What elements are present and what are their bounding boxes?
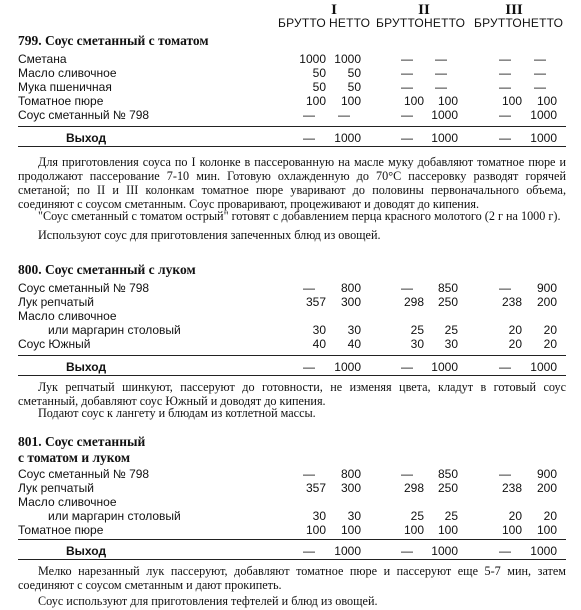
recipe-paragraph: Для приготовления соуса по I колонке в пассерованную на масле муку добавляют томатное пюре и продолжают пассерование 7-10 мин. Готовую охлажденную до 70°С пассеровку разводят горячей сметаной; по II и III колонкам томатное пюре уваривают до половины первоначального объема, соединяют с соусом сметанным. Соус проваривают, процеживают и доводят до кипения. xyxy=(18,155,566,211)
output-amount: 1000 xyxy=(431,131,458,145)
ingredient-amount: — xyxy=(499,108,511,122)
output-amount: 1000 xyxy=(334,131,361,145)
ingredient-row xyxy=(0,108,581,121)
ingredient-amount: — xyxy=(401,52,413,66)
ingredient-amount: 100 xyxy=(501,523,522,537)
output-label: Выход xyxy=(66,544,107,558)
ingredient-amount: 50 xyxy=(347,66,361,80)
ingredient-amount: — xyxy=(338,108,350,122)
ingredient-row xyxy=(0,481,581,494)
ingredient-amount: 20 xyxy=(508,323,522,337)
recipe-title-line: 800. Соус сметанный с луком xyxy=(18,262,196,277)
ingredient-amount: 850 xyxy=(437,467,458,481)
output-amount: 1000 xyxy=(530,131,557,145)
ingredient-amount: — xyxy=(499,281,511,295)
recipe-paragraph: Лук репчатый шинкуют, пассеруют до готовности, не изменяя цвета, кладут в готовый соус сметанный, добавляют соус Южный и доводят до кипения. xyxy=(18,380,566,408)
output-amount: — xyxy=(499,544,511,558)
ingredient-amount: 20 xyxy=(508,509,522,523)
ingredient-row xyxy=(0,323,581,336)
ingredient-amount: 1000 xyxy=(431,108,458,122)
output-amount: 1000 xyxy=(431,544,458,558)
output-amount: — xyxy=(303,360,315,374)
netto-header: НЕТТО xyxy=(329,16,371,30)
ingredient-name: Лук репчатый xyxy=(18,295,94,309)
output-amount: 1000 xyxy=(530,544,557,558)
output-amount: — xyxy=(401,544,413,558)
ingredient-name: Сметана xyxy=(18,52,67,66)
ingredient-amount: 1000 xyxy=(530,108,557,122)
ingredient-amount: 25 xyxy=(444,509,458,523)
ingredient-amount: 250 xyxy=(437,481,458,495)
recipe-paragraph: Мелко нарезанный лук пассеруют, добавляют томатное пюре и пассеруют еще 5-7 мин, затем соединяют с соусом сметанным и дают прокипеть. xyxy=(18,564,566,592)
ingredient-amount: — xyxy=(534,80,546,94)
ingredient-row xyxy=(0,281,581,294)
ingredient-amount: 850 xyxy=(437,281,458,295)
ingredient-amount: 40 xyxy=(347,337,361,351)
ingredient-amount: — xyxy=(435,80,447,94)
ingredient-row xyxy=(0,337,581,350)
output-amount: — xyxy=(499,360,511,374)
ingredient-amount: 100 xyxy=(403,94,424,108)
recipe-title-line: с томатом и луком xyxy=(18,450,131,465)
ingredient-amount: — xyxy=(303,467,315,481)
brutto-header: БРУТТО xyxy=(376,16,424,30)
ingredient-amount: 40 xyxy=(312,337,326,351)
ingredient-amount: 357 xyxy=(305,481,326,495)
ingredient-name: Соус сметанный № 798 xyxy=(18,108,150,122)
netto-header: НЕТТО xyxy=(522,16,564,30)
ingredient-amount: 100 xyxy=(403,523,424,537)
ingredient-amount: 100 xyxy=(340,94,361,108)
ingredient-amount: 20 xyxy=(508,337,522,351)
output-amount: — xyxy=(303,131,315,145)
ingredient-amount: — xyxy=(401,108,413,122)
ingredient-amount: 298 xyxy=(403,481,424,495)
ingredient-row xyxy=(0,295,581,308)
ingredient-row xyxy=(0,495,581,508)
recipe-paragraph: Соус используют для приготовления тефтелей и блюд из овощей. xyxy=(38,594,378,608)
ingredient-amount: — xyxy=(499,467,511,481)
output-row xyxy=(0,360,581,374)
ingredient-amount: 100 xyxy=(501,94,522,108)
recipe-title-line: 799. Соус сметанный с томатом xyxy=(18,33,209,48)
divider-line xyxy=(18,146,566,147)
ingredient-amount: — xyxy=(534,52,546,66)
ingredient-amount: 100 xyxy=(305,94,326,108)
column-number-3: III xyxy=(505,2,523,18)
ingredient-amount: 300 xyxy=(340,295,361,309)
output-label: Выход xyxy=(66,360,107,374)
ingredient-name: Масло сливочное xyxy=(18,495,117,509)
ingredient-amount: — xyxy=(499,80,511,94)
ingredient-amount: 50 xyxy=(312,66,326,80)
output-amount: — xyxy=(499,131,511,145)
ingredient-amount: 20 xyxy=(543,337,557,351)
ingredient-amount: 100 xyxy=(340,523,361,537)
ingredient-amount: — xyxy=(401,80,413,94)
recipe-title xyxy=(18,434,145,466)
column-number-2: II xyxy=(418,2,430,18)
ingredient-name: Соус сметанный № 798 xyxy=(18,281,150,295)
ingredient-name: Томатное пюре xyxy=(18,523,104,537)
ingredient-amount: — xyxy=(435,52,447,66)
ingredient-amount: 100 xyxy=(437,523,458,537)
output-amount: 1000 xyxy=(334,544,361,558)
output-amount: 1000 xyxy=(334,360,361,374)
recipe-paragraph: Подают соус к лангету и блюдам из котлетной массы. xyxy=(38,406,316,420)
brutto-header: БРУТТО xyxy=(278,16,326,30)
ingredient-amount: 800 xyxy=(340,281,361,295)
ingredient-amount: 30 xyxy=(347,323,361,337)
ingredient-amount: 900 xyxy=(536,467,557,481)
recipe-paragraph: "Соус сметанный с томатом острый" готовят с добавлением перца красного молотого (2 г на 1000 г). xyxy=(38,209,561,223)
ingredient-amount: 200 xyxy=(536,295,557,309)
ingredient-amount: 100 xyxy=(536,94,557,108)
output-amount: 1000 xyxy=(431,360,458,374)
ingredient-amount: 200 xyxy=(536,481,557,495)
divider-line xyxy=(18,355,566,356)
ingredient-name: Соус Южный xyxy=(18,337,91,351)
ingredient-name: Лук репчатый xyxy=(18,481,94,495)
ingredient-amount: 1000 xyxy=(299,52,326,66)
ingredient-row xyxy=(0,523,581,536)
ingredient-amount: 900 xyxy=(536,281,557,295)
ingredient-amount: 300 xyxy=(340,481,361,495)
ingredient-amount: 238 xyxy=(501,295,522,309)
ingredient-amount: 50 xyxy=(347,80,361,94)
ingredient-amount: 100 xyxy=(536,523,557,537)
recipe-title xyxy=(18,33,209,49)
ingredient-amount: 25 xyxy=(410,509,424,523)
ingredient-amount: 800 xyxy=(340,467,361,481)
output-amount: 1000 xyxy=(530,360,557,374)
ingredient-amount: 250 xyxy=(437,295,458,309)
ingredient-amount: — xyxy=(499,52,511,66)
ingredient-amount: 238 xyxy=(501,481,522,495)
ingredient-row xyxy=(0,80,581,93)
ingredient-amount: 298 xyxy=(403,295,424,309)
divider-line xyxy=(18,126,566,127)
ingredient-amount: 30 xyxy=(312,509,326,523)
ingredient-amount: 50 xyxy=(312,80,326,94)
ingredient-name: Соус сметанный № 798 xyxy=(18,467,150,481)
ingredient-amount: — xyxy=(303,281,315,295)
ingredient-row xyxy=(0,467,581,480)
ingredient-amount: 30 xyxy=(444,337,458,351)
ingredient-row xyxy=(0,509,581,522)
ingredient-amount: 25 xyxy=(444,323,458,337)
output-amount: — xyxy=(401,131,413,145)
output-amount: — xyxy=(401,360,413,374)
ingredient-name: Томатное пюре xyxy=(18,94,104,108)
divider-line xyxy=(18,375,566,376)
ingredient-name: Мука пшеничная xyxy=(18,80,112,94)
ingredient-amount: 30 xyxy=(347,509,361,523)
column-number-1: I xyxy=(331,2,337,18)
ingredient-row xyxy=(0,66,581,79)
ingredient-amount: — xyxy=(534,66,546,80)
recipe-paragraph: Используют соус для приготовления запеченных блюд из овощей. xyxy=(38,228,381,242)
ingredient-amount: 357 xyxy=(305,295,326,309)
ingredient-row xyxy=(0,309,581,322)
ingredient-amount: 1000 xyxy=(334,52,361,66)
output-label: Выход xyxy=(66,131,107,145)
ingredient-amount: 25 xyxy=(410,323,424,337)
ingredient-name: или маргарин столовый xyxy=(48,509,181,523)
output-row xyxy=(0,131,581,145)
ingredient-row xyxy=(0,52,581,65)
ingredient-amount: — xyxy=(401,66,413,80)
output-row xyxy=(0,544,581,558)
divider-line xyxy=(18,539,566,540)
ingredient-row xyxy=(0,94,581,107)
ingredient-amount: 30 xyxy=(312,323,326,337)
ingredient-name: Масло сливочное xyxy=(18,66,117,80)
ingredient-amount: — xyxy=(401,467,413,481)
ingredient-amount: — xyxy=(435,66,447,80)
brutto-header: БРУТТО xyxy=(474,16,522,30)
divider-line xyxy=(18,559,566,560)
ingredient-name: Масло сливочное xyxy=(18,309,117,323)
ingredient-amount: 20 xyxy=(543,509,557,523)
ingredient-amount: 100 xyxy=(437,94,458,108)
output-amount: — xyxy=(303,544,315,558)
ingredient-amount: — xyxy=(303,108,315,122)
netto-header: НЕТТО xyxy=(424,16,466,30)
ingredient-amount: 30 xyxy=(410,337,424,351)
ingredient-amount: 100 xyxy=(305,523,326,537)
ingredient-name: или маргарин столовый xyxy=(48,323,181,337)
recipe-title-line: 801. Соус сметанный xyxy=(18,434,146,449)
ingredient-amount: — xyxy=(499,66,511,80)
recipe-title xyxy=(18,262,196,278)
column-header xyxy=(0,2,581,32)
ingredient-amount: — xyxy=(401,281,413,295)
ingredient-amount: 20 xyxy=(543,323,557,337)
